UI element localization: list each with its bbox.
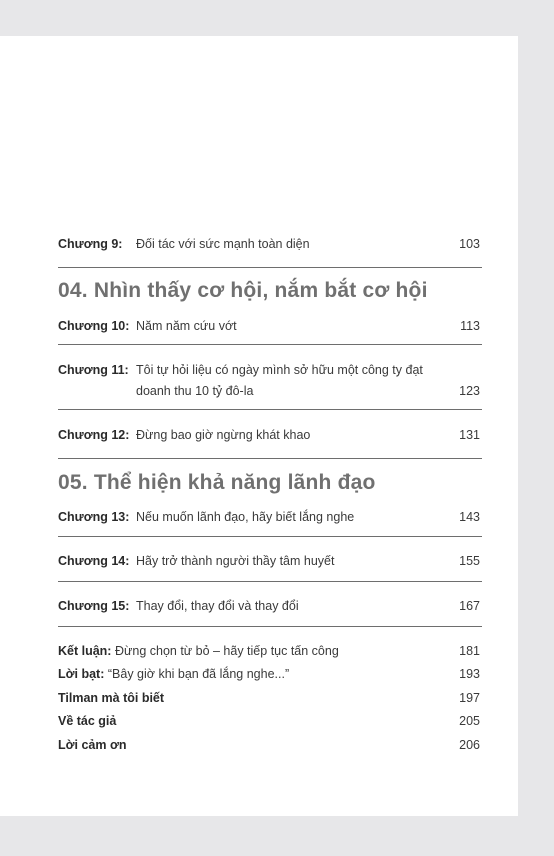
page-number: 155 xyxy=(459,554,480,568)
page-number: 123 xyxy=(459,384,480,398)
chapter-title: Năm năm cứu vớt xyxy=(136,319,237,333)
page-number: 197 xyxy=(459,691,480,705)
divider xyxy=(58,344,482,345)
toc-entry-afterword xyxy=(58,663,482,686)
section-title: Lời cảm ơn xyxy=(58,738,127,752)
chapter-label: Chương 14: xyxy=(58,554,130,568)
section-label: Kết luận: xyxy=(58,644,112,658)
chapter-title: Đừng bao giờ ngừng khát khao xyxy=(136,428,311,442)
chapter-title: Nếu muốn lãnh đạo, hãy biết lắng nghe xyxy=(136,510,355,524)
part-title-04: 04. Nhìn thấy cơ hội, nắm bắt cơ hội xyxy=(58,279,428,302)
page-number: 143 xyxy=(459,510,480,524)
divider xyxy=(58,458,482,459)
section-title: “Bây giờ khi bạn đã lắng nghe...” xyxy=(107,667,290,681)
part-title-05: 05. Thể hiện khả năng lãnh đạo xyxy=(58,471,376,494)
chapter-label: Chương 9: xyxy=(58,237,123,251)
section-title: Về tác giả xyxy=(58,714,117,728)
chapter-title: Đối tác với sức mạnh toàn diện xyxy=(136,237,310,251)
toc-entry-about-author xyxy=(58,710,482,733)
page-number: 193 xyxy=(459,667,480,681)
page-number: 113 xyxy=(460,319,480,333)
page-number: 181 xyxy=(459,644,480,658)
book-page xyxy=(0,36,518,816)
page-number: 206 xyxy=(459,738,480,752)
page-number: 131 xyxy=(459,428,480,442)
chapter-label: Chương 13: xyxy=(58,510,130,524)
section-title: Đừng chọn từ bỏ – hãy tiếp tục tấn công xyxy=(114,644,339,658)
chapter-title: Thay đổi, thay đổi và thay đổi xyxy=(136,599,299,613)
chapter-label: Chương 15: xyxy=(58,599,130,613)
divider xyxy=(58,581,482,582)
divider xyxy=(58,536,482,537)
section-label: Lời bạt: xyxy=(58,667,105,681)
chapter-label: Chương 10: xyxy=(58,319,130,333)
toc-entry-conclusion xyxy=(58,640,482,663)
divider xyxy=(58,626,482,627)
divider xyxy=(58,267,482,268)
page-number: 205 xyxy=(459,714,480,728)
page-number: 103 xyxy=(459,237,480,251)
chapter-label: Chương 12: xyxy=(58,428,130,442)
page-number: 167 xyxy=(459,599,480,613)
toc-entry-acknowledgements xyxy=(58,734,482,757)
divider xyxy=(58,409,482,410)
chapter-label: Chương 11: xyxy=(58,363,129,377)
section-title: Tilman mà tôi biết xyxy=(58,691,165,705)
chapter-title: Hãy trở thành người thầy tâm huyết xyxy=(136,554,335,568)
toc-entry-tilman xyxy=(58,687,482,710)
chapter-title: Tôi tự hỏi liệu có ngày mình sở hữu một công ty đạt doanh thu 10 tỷ đô-la xyxy=(136,363,423,398)
